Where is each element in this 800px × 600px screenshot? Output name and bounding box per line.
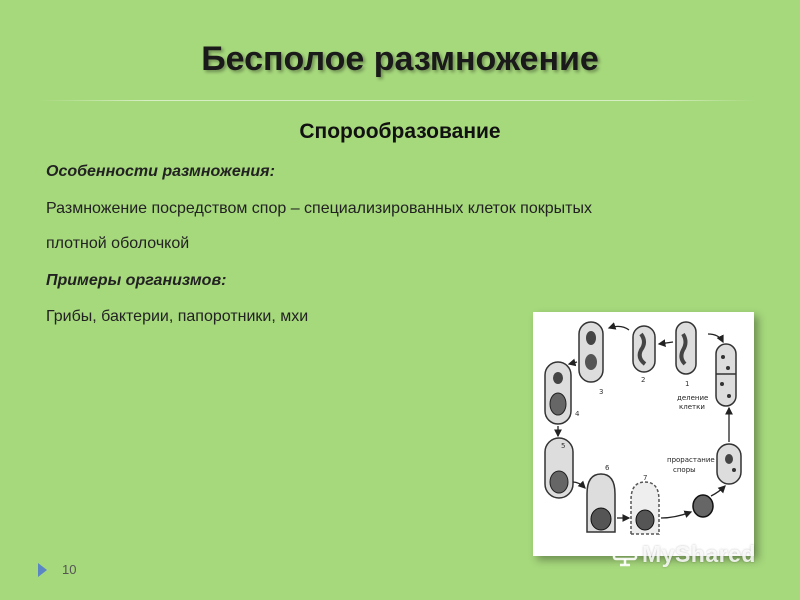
cell-dividing bbox=[716, 344, 736, 406]
watermark bbox=[612, 538, 756, 570]
cell-stage-5 bbox=[545, 438, 573, 498]
label-germination-line-2: споры bbox=[673, 466, 696, 474]
cell-stage-1 bbox=[676, 322, 696, 374]
germinating-spore bbox=[717, 444, 741, 484]
free-spore bbox=[693, 495, 713, 517]
slide-subtitle: Спорообразование bbox=[299, 120, 501, 143]
label-division-line-1: деление bbox=[677, 394, 709, 402]
watermark-logo-icon bbox=[612, 541, 638, 567]
cell-stage-6 bbox=[587, 474, 615, 532]
page-number: 10 bbox=[62, 562, 77, 577]
stage-number-4: 4 bbox=[575, 410, 580, 418]
stage-number-3: 3 bbox=[599, 388, 604, 396]
cell-stage-2 bbox=[633, 326, 655, 372]
cell-stage-4 bbox=[545, 362, 571, 424]
stage-number-1: 1 bbox=[685, 380, 690, 388]
stage-number-6: 6 bbox=[605, 464, 610, 472]
examples-text: Грибы, бактерии, папоротники, мхи bbox=[46, 308, 309, 325]
title-divider bbox=[38, 100, 758, 101]
nav-arrow-icon[interactable] bbox=[38, 563, 47, 577]
examples-label: Примеры организмов: bbox=[46, 272, 227, 289]
sporulation-diagram bbox=[533, 312, 754, 556]
label-germination-line-1: прорастание bbox=[667, 456, 715, 464]
cell-stage-3 bbox=[579, 322, 603, 382]
slide-title: Бесполое размножение bbox=[201, 40, 599, 78]
cell-stage-7 bbox=[631, 482, 659, 534]
features-label: Особенности размножения: bbox=[46, 163, 275, 180]
stage-number-2: 2 bbox=[641, 376, 646, 384]
watermark-text: MyShared bbox=[642, 540, 756, 567]
label-division-line-2: клетки bbox=[679, 403, 705, 411]
features-text-line-1: Размножение посредством спор – специализированных клеток покрытых bbox=[46, 200, 592, 217]
sporulation-cycle-figure bbox=[533, 312, 754, 556]
features-text-line-2: плотной оболочкой bbox=[46, 235, 190, 252]
stage-number-5: 5 bbox=[561, 442, 566, 450]
stage-number-7: 7 bbox=[643, 474, 648, 482]
